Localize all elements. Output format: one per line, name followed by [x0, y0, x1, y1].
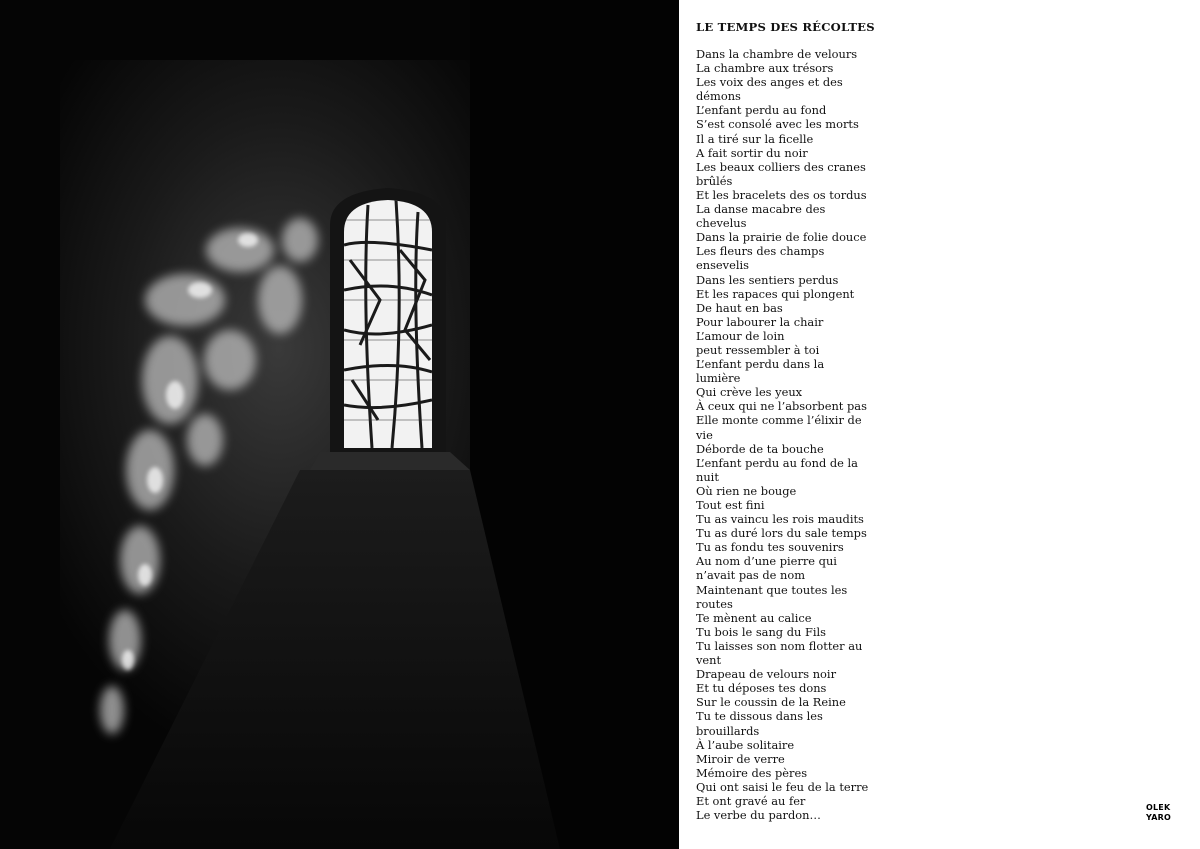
poem-line: ensevelis — [696, 258, 749, 273]
poem-line: Mémoire des pères — [696, 765, 808, 780]
poem-line: Te mènent au calice — [696, 610, 812, 625]
poem-line: Au nom d’une pierre qui — [696, 554, 837, 569]
poem-title: LE TEMPS DES RÉCOLTES — [696, 20, 875, 34]
poem-line: Et ont gravé au fer — [696, 793, 806, 808]
poem-line: Les voix des anges et des — [696, 75, 843, 90]
poem-line: Dans la prairie de folie douce — [696, 230, 867, 245]
poem-line: vent — [696, 653, 722, 668]
poem-line: lumière — [696, 371, 741, 386]
poem-line: La chambre aux trésors — [696, 61, 834, 76]
poem-line: Dans les sentiers perdus — [696, 272, 839, 287]
poem-lines — [696, 47, 876, 822]
poem-line: Où rien ne bouge — [696, 483, 797, 498]
poem-line: L’amour de loin — [696, 328, 785, 343]
poem-line: Tu as fondu tes souvenirs — [696, 540, 844, 555]
poem-line: peut ressembler à toi — [696, 342, 820, 357]
poem-line: A fait sortir du noir — [696, 145, 808, 160]
poem-line: routes — [696, 596, 733, 611]
poem-line: chevelus — [696, 216, 747, 231]
poem-line: Dans la chambre de velours — [696, 47, 858, 61]
poem-line: nuit — [696, 469, 719, 484]
poem-line: Maintenant que toutes les — [696, 582, 848, 597]
poem-line: L’enfant perdu au fond de la — [696, 455, 858, 470]
poem-line: Qui ont saisi le feu de la terre — [696, 779, 869, 794]
poem-line: De haut en bas — [696, 300, 783, 315]
poem-line: Sur le coussin de la Reine — [696, 695, 846, 710]
poem-line: Qui crève les yeux — [696, 385, 803, 400]
poem-line: Pour labourer la chair — [696, 314, 824, 329]
poem-line: À ceux qui ne l’absorbent pas — [696, 399, 867, 414]
poem-line: Tu bois le sang du Fils — [696, 624, 826, 639]
poem-line: Et tu déposes tes dons — [696, 681, 827, 696]
poem-line: Tu as vaincu les rois maudits — [696, 512, 864, 527]
poem-line: S’est consolé avec les morts — [696, 117, 859, 132]
poem-line: Miroir de verre — [696, 751, 785, 766]
poem-line: n’avait pas de nom — [696, 568, 806, 583]
poem-line: L’enfant perdu au fond — [696, 103, 827, 118]
poem-line: Tu laisses son nom flotter au — [696, 638, 863, 653]
poem-line: Et les bracelets des os tordus — [696, 187, 867, 202]
poem-line: Tu te dissous dans les — [696, 709, 823, 724]
poem-line: Les fleurs des champs — [696, 244, 825, 259]
signature-line: OLEK — [1146, 803, 1171, 812]
poem-line: L’enfant perdu dans la — [696, 357, 825, 372]
poem-line: À l’aube solitaire — [696, 737, 795, 752]
signature — [1146, 803, 1171, 823]
signature-line: YARO — [1146, 813, 1171, 822]
poem-line: Tout est fini — [696, 498, 765, 512]
poem-line: brûlés — [696, 173, 733, 188]
poem-line: Tu as duré lors du sale temps — [696, 526, 867, 541]
poem-line: Drapeau de velours noir — [696, 667, 837, 682]
poem-line: La danse macabre des — [696, 202, 826, 217]
poem — [696, 20, 876, 822]
poem-line: Le verbe du pardon… — [696, 808, 821, 823]
poem-line: Il a tiré sur la ficelle — [696, 131, 814, 146]
poem-line: Déborde de ta bouche — [696, 441, 824, 456]
poem-line: Et les rapaces qui plongent — [696, 286, 855, 301]
poem-line: brouillards — [696, 723, 760, 738]
poem-line: démons — [696, 89, 741, 104]
poem-line: vie — [696, 427, 713, 442]
poem-line: Elle monte comme l’élixir de — [696, 413, 862, 428]
poem-line: Les beaux colliers des cranes — [696, 159, 866, 174]
